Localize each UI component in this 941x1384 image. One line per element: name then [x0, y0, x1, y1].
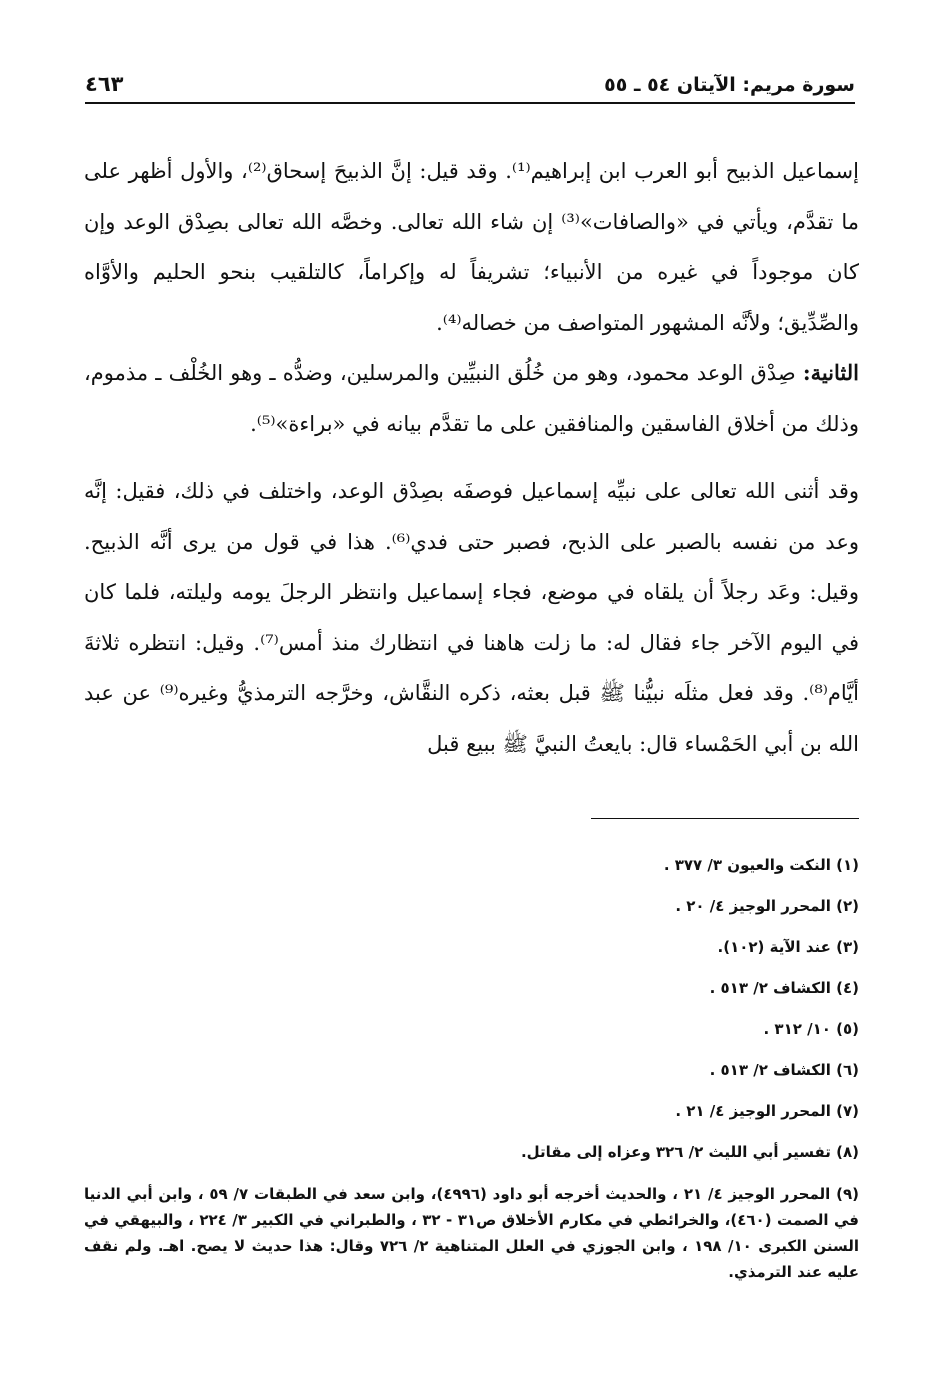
footnote-separator	[591, 818, 859, 819]
footnote: (٣) عند الآية (١٠٢).	[717, 938, 859, 956]
paragraph-gap	[84, 449, 859, 466]
paragraph-2-lead: الثانية:	[802, 360, 859, 385]
paragraph-2-text: صِدْق الوعد محمود، وهو من خُلُق النبيِّين والمرسلين، وضدُّه ـ وهو الخُلْف ـ مذموم، وذلك من أخلاق الفاسقين والمنافقين على ما تقدَّم بيانه في «براءة»⁽⁵⁾.	[84, 361, 859, 436]
footnote: (٢) المحرر الوجيز ٤/ ٢٠ .	[675, 897, 859, 915]
footnote: (١) النكت والعيون ٣/ ٣٧٧ .	[663, 856, 859, 874]
page-number: ٤٦٣	[85, 72, 124, 96]
paragraph-2	[84, 348, 859, 449]
footnote: (٤) الكشاف ٢/ ٥١٣ .	[709, 979, 859, 997]
paragraph-1: إسماعيل الذبيح أبو العرب ابن إبراهيم⁽¹⁾. وقد قيل: إنَّ الذبيحَ إسحاق⁽²⁾، والأول أظهر على ما تقدَّم، ويأتي في «والصافات»⁽³⁾ إن شاء الله تعالى. وخصَّه الله تعالى بصِدْق الوعد وإن كان موجوداً في غيره من الأنبياء؛ تشريفاً له وإكراماً، كالتلقيب بنحو الحليم والأوَّاه والصِّدِّيق؛ ولأنَّه المشهور المتواصف من خصاله⁽⁴⁾.	[84, 159, 859, 335]
footnote: (٩) المحرر الوجيز ٤/ ٢١ ، والحديث أخرجه أبو داود (٤٩٩٦)، وابن سعد في الطبقات ٧/ ٥٩ ، وابن أبي الدنيا في الصمت (٤٦٠)، والخرائطي في مكارم الأخلاق ص٣١ - ٣٢ ، والطبراني في الكبير ٣/ ٢٢٤ ، والبيهقي في السنن الكبرى ١٠/ ١٩٨ ، وابن الجوزي في العلل المتناهية ٢/ ٧٢٦ وقال: هذا حديث لا يصح. اهـ. ولم نقف عليه عند الترمذي.	[84, 1185, 860, 1281]
main-text	[84, 146, 859, 769]
footnote: (٦) الكشاف ٢/ ٥١٣ .	[709, 1061, 859, 1079]
footnote: (٥) ١٠/ ٣١٢ .	[763, 1020, 859, 1038]
footnote: (٧) المحرر الوجيز ٤/ ٢١ .	[675, 1102, 859, 1120]
paragraph-3: وقد أثنى الله تعالى على نبيِّه إسماعيل فوصفَه بصِدْق الوعد، واختلف في ذلك، فقيل: إنَّه وعد من نفسه بالصبر على الذبح، فصبر حتى فدي⁽⁶⁾. هذا في قول من يرى أنَّه الذبيح. وقيل: وعَد رجلاً أن يلقاه في موضع، فجاء إسماعيل وانتظر الرجلَ يومه وليلته، فلما كان في اليوم الآخر جاء فقال له: ما زلت هاهنا في انتظارك منذ أمس⁽⁷⁾. وقيل: انتظره ثلاثةَ أيَّام⁽⁸⁾. وقد فعل مثلَه نبيُّنا ﷺ قبل بعثه، ذكره النقَّاش، وخرَّجه الترمذيُّ وغيره⁽⁹⁾ عن عبد الله بن أبي الحَمْساء قال: بايعتُ النبيَّ ﷺ ببيع قبل	[84, 479, 860, 756]
footnote: (٨) تفسير أبي الليث ٢/ ٣٢٦ وعزاه إلى مقاتل.	[520, 1143, 859, 1161]
footnotes	[84, 845, 859, 1285]
page-header	[85, 62, 855, 104]
running-title: سورة مريم: الآيتان ٥٤ ـ ٥٥	[604, 74, 855, 96]
